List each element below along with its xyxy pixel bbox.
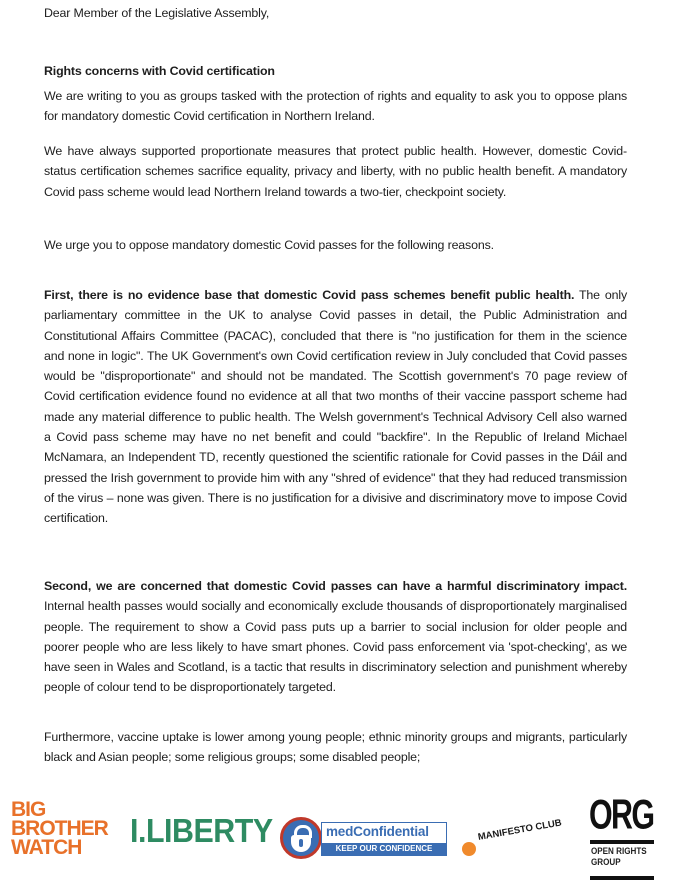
org-mark: ORG	[589, 792, 654, 839]
bbw-line-1: BIG	[11, 798, 46, 821]
second-reason-body: Internal health passes would socially and economically exclude thousands of disproportionately marginalised people. The requirement to show a Covid pass puts up a barrier to social inclusion for older people and poorer people who are less likely to have smart phones. Covid pass enforcement via 'spot-checking', as we have seen in Wales and Scotland, is a tactic that results in discriminatory selection and punishment whereby people of colour tend to be disproportionately targeted.	[44, 599, 627, 695]
paragraph-intro: We are writing to you as groups tasked with the protection of rights and equality to ask you to oppose plans for mandatory domestic Covid certification in Northern Ireland.	[44, 89, 627, 124]
paragraph-urge: We urge you to oppose mandatory domestic Covid passes for the following reasons.	[44, 238, 494, 252]
paragraph-support: We have always supported proportionate measures that protect public health. However, domestic Covid-status certification schemes sacrifice equality, privacy and liberty, with no public health benefit. A mandatory Covid pass scheme would lead Northern Ireland towards a two-tier, checkpoint society.	[44, 144, 627, 199]
orange-dot-icon	[462, 842, 476, 856]
medconfidential-name: medConfidential	[326, 824, 429, 839]
padlock-heart-icon	[280, 817, 322, 859]
bbw-line-2: BROTHER	[11, 817, 108, 840]
org-name-line-1: OPEN RIGHTS	[591, 846, 647, 857]
first-reason-body: The only parliamentary committee in the UK to analyse Covid passes in detail, the Public Administration and Constitutional Affairs Committee (PACAC), concluded that there is "no justification for them in the science and none in logic". The UK Government's own Covid certification review in July concluded that Covid passes would be "disproportionate" and should not be mandated. The Scottish government's 70 page review of Covid certification evidence found no evidence at all that two months of their vaccine passport scheme had made any material difference to public health. The Welsh government's Technical Advisory Cell also warned a Covid pass scheme may have no net benefit and could "backfire". In the Republic of Ireland Michael McNamara, an Independent TD, recently questioned the scientific rationale for Covid passes in the Dáil and pressed the Irish government to provide him with any "shred of evidence" that they had reduced transmission of the virus – none was given. There is no justification for a divisive and discriminatory move to impose Covid certification.	[44, 288, 627, 526]
paragraph-second-reason	[44, 576, 627, 698]
org-bottom-rule	[590, 876, 654, 880]
big-brother-watch-logo	[11, 800, 108, 857]
letter-heading: Rights concerns with Covid certification	[44, 64, 275, 78]
org-name-line-2: GROUP	[591, 857, 621, 868]
paragraph-furthermore: Furthermore, vaccine uptake is lower among young people; ethnic minority groups and migrants, particularly black and Asian people; some religious groups; some disabled people;	[44, 730, 627, 765]
open-rights-group-logo	[589, 792, 656, 886]
salutation: Dear Member of the Legislative Assembly,	[44, 6, 270, 20]
medconfidential-tagline: KEEP OUR CONFIDENCE	[322, 843, 446, 855]
first-reason-lead: First, there is no evidence base that domestic Covid pass schemes benefit public health.	[44, 288, 575, 302]
manifesto-club-name: MANIFESTO CLUB	[477, 817, 563, 843]
paragraph-first-reason	[44, 285, 627, 529]
bbw-line-3: WATCH	[11, 836, 82, 859]
org-name	[591, 846, 647, 868]
second-reason-lead: Second, we are concerned that domestic Covid passes can have a harmful discriminatory impact.	[44, 579, 627, 593]
manifesto-club-logo	[462, 817, 582, 860]
signatory-logos	[0, 790, 690, 892]
medconfidential-logo	[280, 814, 450, 862]
org-top-rule	[590, 840, 654, 844]
liberty-logo: I.LIBERTY	[130, 812, 273, 849]
